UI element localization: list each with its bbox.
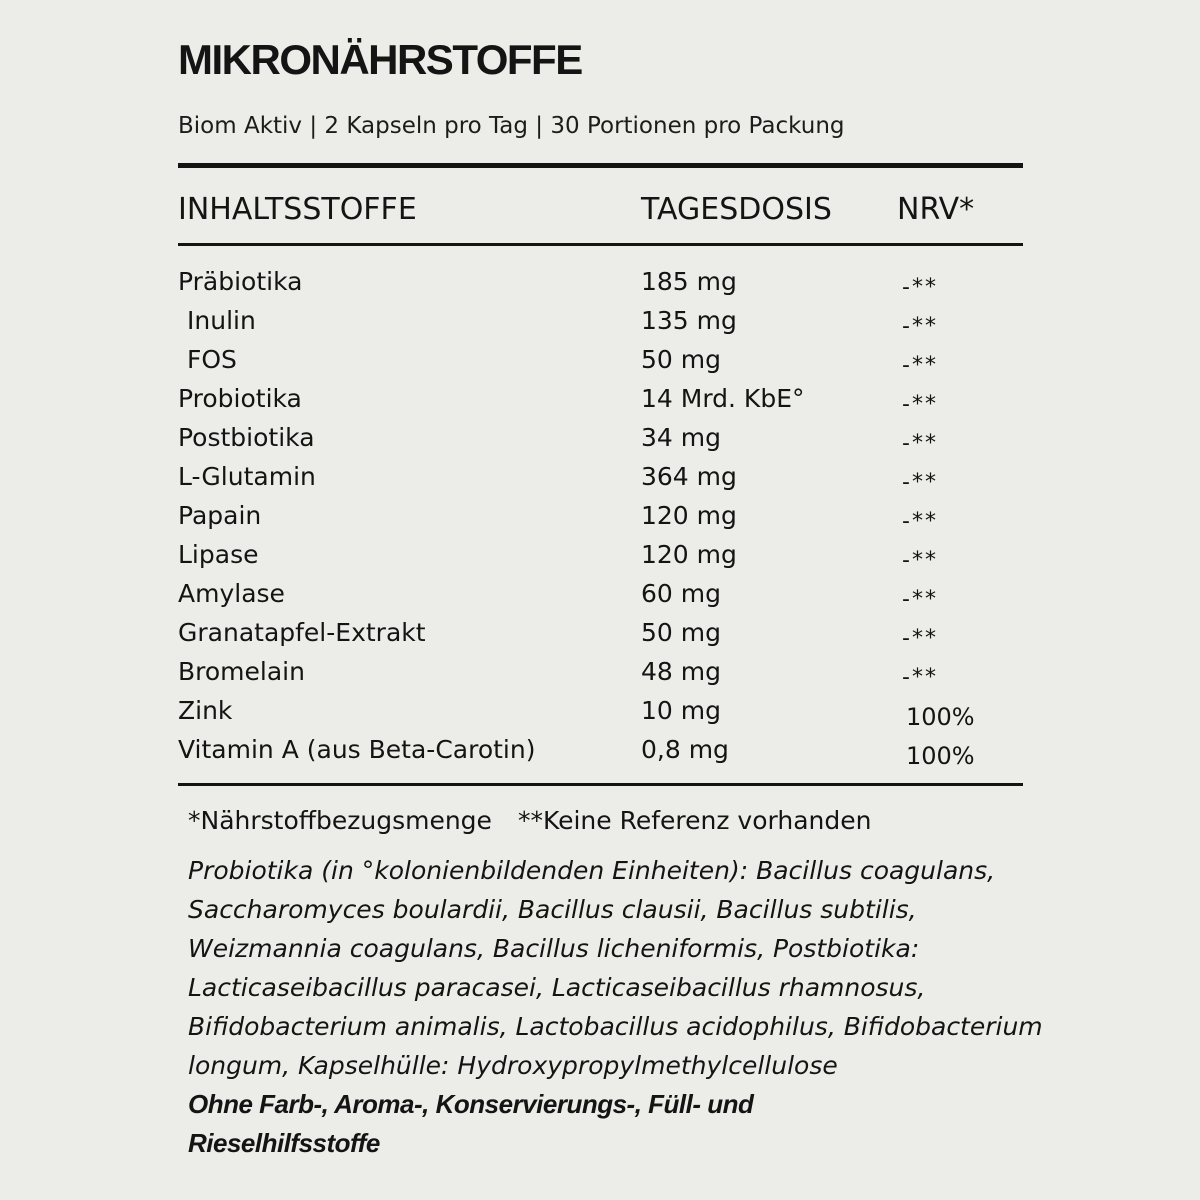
ingredient-nrv: -** xyxy=(902,548,938,573)
footnotes xyxy=(188,804,871,838)
ingredient-name: Amylase xyxy=(178,579,285,608)
table-row xyxy=(178,732,1023,771)
table-row xyxy=(178,693,1023,732)
table-header xyxy=(178,188,1023,232)
ingredient-nrv: -** xyxy=(902,353,938,378)
ingredient-dose: 135 mg xyxy=(641,306,737,335)
ingredient-nrv: -** xyxy=(902,431,938,456)
ingredient-dose: 34 mg xyxy=(641,423,721,452)
ingredient-name: Granatapfel-Extrakt xyxy=(178,618,426,647)
ingredient-nrv: -** xyxy=(902,314,938,339)
page-title: MIKRONÄHRSTOFFE xyxy=(178,36,582,83)
footnote-no-reference: **Keine Referenz vorhanden xyxy=(517,806,872,835)
ingredient-nrv: 100% xyxy=(906,742,975,770)
ingredient-table xyxy=(178,264,1023,771)
ingredient-name: Probiotika xyxy=(178,384,302,413)
ingredients-line: Lacticaseibacillus paracasei, Lacticaseibacillus rhamnosus, xyxy=(188,973,926,1002)
free-from-line: Ohne Farb-, Aroma-, Konservierungs-, Füll- und xyxy=(188,1089,754,1119)
ingredients-line: Saccharomyces boulardii, Bacillus clausii, Bacillus subtilis, xyxy=(188,895,917,924)
table-row xyxy=(178,303,1023,342)
ingredient-name: Zink xyxy=(178,696,233,725)
product-subtitle: Biom Aktiv | 2 Kapseln pro Tag | 30 Portionen pro Packung xyxy=(178,113,845,139)
ingredients-list xyxy=(188,851,1043,1085)
ingredient-nrv: 100% xyxy=(906,703,975,731)
table-row xyxy=(178,654,1023,693)
table-row xyxy=(178,264,1023,303)
ingredient-name: FOS xyxy=(187,345,237,374)
ingredient-dose: 364 mg xyxy=(641,462,737,491)
ingredient-name: Lipase xyxy=(178,540,259,569)
ingredient-name: Vitamin A (aus Beta-Carotin) xyxy=(178,735,536,764)
table-row xyxy=(178,615,1023,654)
ingredient-name: Präbiotika xyxy=(178,267,303,296)
ingredient-dose: 120 mg xyxy=(641,501,737,530)
ingredient-dose: 60 mg xyxy=(641,579,721,608)
table-bottom-divider xyxy=(178,783,1023,786)
ingredient-name: Bromelain xyxy=(178,657,305,686)
header-nrv: NRV* xyxy=(897,192,975,227)
ingredient-dose: 14 Mrd. KbE° xyxy=(641,384,805,413)
ingredient-dose: 185 mg xyxy=(641,267,737,296)
table-row xyxy=(178,576,1023,615)
ingredient-name: L-Glutamin xyxy=(178,462,316,491)
ingredient-name: Papain xyxy=(178,501,262,530)
ingredient-nrv: -** xyxy=(902,275,938,300)
free-from-line: Rieselhilfsstoffe xyxy=(188,1128,380,1158)
header-ingredients: INHALTSSTOFFE xyxy=(178,192,417,227)
ingredient-dose: 50 mg xyxy=(641,618,721,647)
header-daily-dose: TAGESDOSIS xyxy=(641,192,832,227)
ingredient-nrv: -** xyxy=(902,392,938,417)
nutrition-label xyxy=(178,0,1043,1200)
ingredients-line: Weizmannia coagulans, Bacillus licheniformis, Postbiotika: xyxy=(188,934,920,963)
ingredients-line: Probiotika (in °kolonienbildenden Einheiten): Bacillus coagulans, xyxy=(188,856,996,885)
ingredient-nrv: -** xyxy=(902,470,938,495)
ingredients-line: longum, Kapselhülle: Hydroxypropylmethylcellulose xyxy=(188,1051,838,1080)
ingredient-name: Postbiotika xyxy=(178,423,315,452)
table-row xyxy=(178,420,1023,459)
top-divider xyxy=(178,163,1023,168)
table-row xyxy=(178,342,1023,381)
footnote-nrv: *Nährstoffbezugsmenge xyxy=(188,806,492,835)
ingredient-dose: 0,8 mg xyxy=(641,735,729,764)
free-from-statement xyxy=(188,1085,1023,1163)
ingredient-name: Inulin xyxy=(187,306,256,335)
header-divider xyxy=(178,243,1023,246)
table-row xyxy=(178,537,1023,576)
ingredient-nrv: -** xyxy=(902,626,938,651)
table-row xyxy=(178,381,1023,420)
ingredient-nrv: -** xyxy=(902,587,938,612)
ingredient-dose: 48 mg xyxy=(641,657,721,686)
ingredient-nrv: -** xyxy=(902,509,938,534)
ingredient-dose: 10 mg xyxy=(641,696,721,725)
ingredient-nrv: -** xyxy=(902,665,938,690)
table-row xyxy=(178,498,1023,537)
ingredient-dose: 50 mg xyxy=(641,345,721,374)
ingredients-line: Bifidobacterium animalis, Lactobacillus acidophilus, Bifidobacterium xyxy=(188,1012,1043,1041)
ingredient-dose: 120 mg xyxy=(641,540,737,569)
table-row xyxy=(178,459,1023,498)
